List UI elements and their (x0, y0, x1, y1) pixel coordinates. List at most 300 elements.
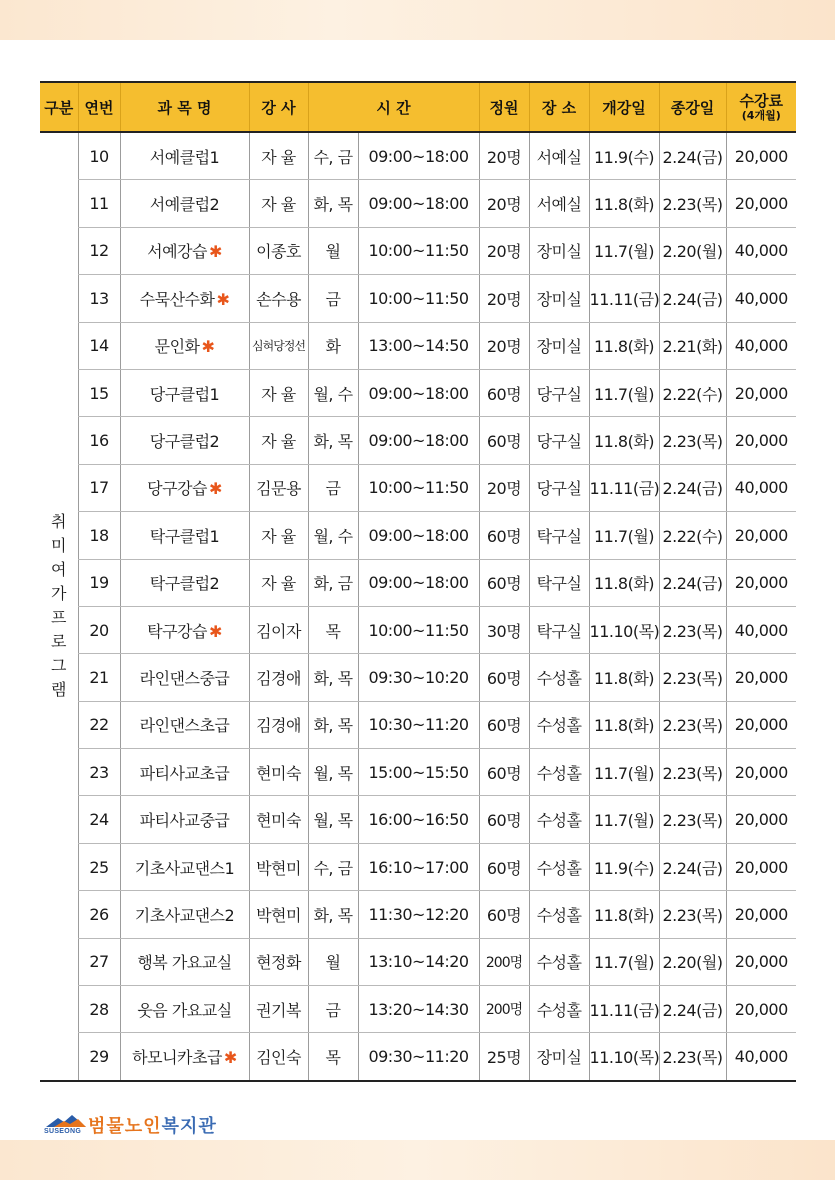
row-number: 20 (89, 620, 109, 640)
instructor-name: 김이자 (256, 621, 301, 641)
start-date-cell (589, 749, 659, 796)
capacity: 20명 (486, 242, 522, 262)
start-date: 11.8(화) (593, 574, 655, 594)
class-days: 월, 수 (313, 526, 353, 546)
start-date-cell (589, 227, 659, 274)
end-date-cell (659, 749, 726, 796)
end-date: 2.23(목) (662, 1048, 723, 1068)
class-days: 월, 목 (313, 811, 353, 831)
course-name: 행복 가요교실 (137, 953, 232, 973)
capacity-cell (479, 938, 529, 985)
instructor-name-cell (249, 891, 308, 938)
location-cell (529, 227, 589, 274)
tuition-fee-cell (726, 512, 796, 559)
instructor-name: 권기복 (256, 1000, 301, 1020)
end-date-cell (659, 132, 726, 180)
class-time: 09:00~18:00 (368, 383, 469, 403)
row-number: 23 (89, 762, 109, 782)
course-name: 기초사교댄스1 (134, 858, 235, 878)
capacity-cell (479, 322, 529, 369)
class-days: 화, 목 (313, 668, 353, 688)
asterisk-icon: ✱ (208, 479, 222, 499)
header-capacity: 정원 (479, 82, 529, 132)
class-time: 11:30~12:20 (368, 904, 469, 924)
end-date: 2.24(금) (662, 147, 723, 167)
class-days: 화, 목 (313, 195, 353, 215)
tuition-fee-cell (726, 701, 796, 748)
table-row (40, 275, 796, 322)
end-date-cell (659, 938, 726, 985)
instructor-name-cell (249, 1033, 308, 1081)
capacity: 60명 (486, 574, 522, 594)
instructor-name-cell (249, 322, 308, 369)
start-date: 11.7(월) (593, 763, 655, 783)
tuition-fee: 20,000 (734, 667, 788, 687)
tuition-fee: 20,000 (734, 431, 788, 451)
class-days-cell (308, 843, 358, 890)
class-time: 09:00~18:00 (368, 146, 469, 166)
end-date-cell (659, 559, 726, 606)
header-fee-label: 수강료 (739, 92, 783, 110)
logo-korean-part2: 복지관 (161, 1116, 217, 1137)
row-number: 16 (89, 431, 109, 451)
course-name: 당구클럽1 (149, 384, 220, 404)
row-number-cell (78, 464, 120, 511)
start-date-cell (589, 1033, 659, 1081)
location-cell (529, 749, 589, 796)
tuition-fee: 20,000 (734, 525, 788, 545)
tuition-fee: 20,000 (734, 573, 788, 593)
tuition-fee: 20,000 (734, 952, 788, 972)
instructor-name-cell (249, 843, 308, 890)
header-end-date: 종강일 (659, 82, 726, 132)
row-number-cell (78, 512, 120, 559)
location-cell (529, 843, 589, 890)
tuition-fee: 20,000 (734, 146, 788, 166)
row-number: 27 (89, 952, 109, 972)
row-number-cell (78, 938, 120, 985)
start-date: 11.8(화) (593, 432, 655, 452)
class-days-cell (308, 1033, 358, 1081)
instructor-name-cell (249, 606, 308, 653)
table-row (40, 749, 796, 796)
end-date: 2.23(목) (662, 432, 723, 452)
instructor-name: 자 율 (261, 384, 296, 404)
capacity-cell (479, 512, 529, 559)
class-time: 09:00~18:00 (368, 573, 469, 593)
capacity: 20명 (486, 479, 522, 499)
location-cell (529, 322, 589, 369)
end-date-cell (659, 843, 726, 890)
header-fee-period: (4개월) (741, 109, 781, 122)
instructor-name-cell (249, 132, 308, 180)
asterisk-icon: ✱ (208, 242, 222, 262)
instructor-name-cell (249, 986, 308, 1033)
header-instructor: 강 사 (249, 82, 308, 132)
class-time-cell (358, 749, 479, 796)
class-days-cell (308, 275, 358, 322)
logo-mark-icon (44, 1113, 88, 1137)
table-row (40, 843, 796, 890)
row-number: 24 (89, 810, 109, 830)
instructor-name-cell (249, 938, 308, 985)
course-name: 하모니카초급 (132, 1048, 222, 1068)
start-date-cell (589, 843, 659, 890)
tuition-fee-cell (726, 891, 796, 938)
start-date: 11.7(월) (593, 242, 655, 262)
header-start-date: 개강일 (589, 82, 659, 132)
capacity: 30명 (486, 621, 522, 641)
instructor-name-cell (249, 749, 308, 796)
end-date-cell (659, 986, 726, 1033)
instructor-name: 박현미 (256, 905, 301, 925)
tuition-fee-cell (726, 1033, 796, 1081)
start-date-cell (589, 559, 659, 606)
start-date-cell (589, 417, 659, 464)
class-time-cell (358, 180, 479, 227)
instructor-name-cell (249, 227, 308, 274)
capacity: 60명 (486, 432, 522, 452)
end-date: 2.23(목) (662, 621, 723, 641)
location-cell (529, 986, 589, 1033)
tuition-fee-cell (726, 180, 796, 227)
location: 당구실 (536, 479, 582, 499)
class-days-cell (308, 559, 358, 606)
tuition-fee-cell (726, 986, 796, 1033)
row-number: 15 (89, 383, 109, 403)
class-time-cell (358, 606, 479, 653)
start-date-cell (589, 132, 659, 180)
capacity: 60명 (486, 858, 522, 878)
class-days-cell (308, 227, 358, 274)
row-number: 14 (89, 336, 109, 356)
class-days: 화 (325, 337, 341, 357)
row-number-cell (78, 749, 120, 796)
table-row (40, 322, 796, 369)
bottom-decorative-band (0, 1140, 835, 1180)
capacity: 25명 (486, 1048, 522, 1068)
class-time-cell (358, 986, 479, 1033)
start-date-cell (589, 322, 659, 369)
class-time: 09:00~18:00 (368, 194, 469, 214)
row-number-cell (78, 606, 120, 653)
end-date-cell (659, 227, 726, 274)
class-days: 금 (325, 479, 341, 499)
row-number-cell (78, 417, 120, 464)
class-days-cell (308, 749, 358, 796)
instructor-name-cell (249, 512, 308, 559)
location: 수성홀 (536, 811, 582, 831)
table-row (40, 512, 796, 559)
course-name-cell (120, 180, 249, 227)
capacity-cell (479, 132, 529, 180)
capacity-cell (479, 701, 529, 748)
instructor-name: 자 율 (261, 526, 296, 546)
capacity-cell (479, 843, 529, 890)
header-time: 시 간 (308, 82, 479, 132)
row-number-cell (78, 986, 120, 1033)
start-date: 11.8(화) (593, 337, 655, 357)
category-cell (40, 132, 78, 1081)
tuition-fee: 40,000 (734, 1047, 788, 1067)
capacity: 60명 (486, 716, 522, 736)
class-time: 10:00~11:50 (368, 288, 469, 308)
course-name-cell (120, 701, 249, 748)
start-date: 11.8(화) (593, 716, 655, 736)
course-name-cell (120, 938, 249, 985)
end-date-cell (659, 796, 726, 843)
start-date: 11.7(월) (593, 526, 655, 546)
tuition-fee: 40,000 (734, 620, 788, 640)
class-time: 09:30~10:20 (368, 667, 469, 687)
end-date: 2.23(목) (662, 716, 723, 736)
class-days: 금 (325, 289, 341, 309)
instructor-name: 심혀당정선 (252, 339, 305, 354)
start-date: 11.8(화) (593, 668, 655, 688)
course-name: 파티사교초급 (139, 763, 230, 783)
class-days-cell (308, 180, 358, 227)
location: 수성홀 (536, 905, 582, 925)
instructor-name: 김인숙 (256, 1048, 301, 1068)
course-name: 서예강습 (147, 242, 207, 262)
course-name-cell (120, 891, 249, 938)
class-time: 13:00~14:50 (368, 336, 469, 356)
capacity: 60명 (486, 763, 522, 783)
capacity: 20명 (486, 337, 522, 357)
location: 수성홀 (536, 668, 582, 688)
location-cell (529, 512, 589, 559)
category-label: 취미여가 프로그램 (51, 512, 67, 700)
end-date: 2.20(월) (662, 953, 723, 973)
capacity-cell (479, 464, 529, 511)
organization-logo (44, 1112, 217, 1138)
course-name: 당구강습 (147, 479, 207, 499)
location-cell (529, 796, 589, 843)
tuition-fee: 20,000 (734, 904, 788, 924)
class-time-cell (358, 654, 479, 701)
class-time: 10:30~11:20 (368, 715, 469, 735)
course-name-cell (120, 654, 249, 701)
course-name: 라인댄스중급 (139, 668, 230, 688)
class-time-cell (358, 464, 479, 511)
class-time-cell (358, 322, 479, 369)
tuition-fee-cell (726, 749, 796, 796)
capacity-cell (479, 559, 529, 606)
row-number-cell (78, 701, 120, 748)
row-number: 17 (89, 478, 109, 498)
course-name-cell (120, 796, 249, 843)
start-date: 11.11(금) (589, 1000, 660, 1020)
tuition-fee: 20,000 (734, 383, 788, 403)
class-time-cell (358, 1033, 479, 1081)
instructor-name-cell (249, 464, 308, 511)
class-time-cell (358, 843, 479, 890)
tuition-fee-cell (726, 654, 796, 701)
class-days-cell (308, 417, 358, 464)
tuition-fee: 20,000 (734, 857, 788, 877)
end-date: 2.24(금) (662, 1000, 723, 1020)
class-time-cell (358, 701, 479, 748)
asterisk-icon: ✱ (223, 1048, 237, 1068)
course-name-cell (120, 132, 249, 180)
location: 수성홀 (536, 953, 582, 973)
class-days-cell (308, 796, 358, 843)
row-number-cell (78, 227, 120, 274)
class-days: 화, 목 (313, 905, 353, 925)
class-time: 10:00~11:50 (368, 620, 469, 640)
start-date-cell (589, 606, 659, 653)
capacity-cell (479, 986, 529, 1033)
course-name: 서예클럽1 (149, 147, 220, 167)
course-name: 파티사교중급 (139, 811, 230, 831)
tuition-fee-cell (726, 796, 796, 843)
tuition-fee: 20,000 (734, 715, 788, 735)
header-place: 장 소 (529, 82, 589, 132)
capacity: 60명 (486, 811, 522, 831)
tuition-fee: 20,000 (734, 999, 788, 1019)
end-date: 2.22(수) (662, 526, 723, 546)
end-date-cell (659, 606, 726, 653)
row-number-cell (78, 843, 120, 890)
tuition-fee-cell (726, 369, 796, 416)
table-row (40, 417, 796, 464)
capacity-cell (479, 275, 529, 322)
end-date-cell (659, 180, 726, 227)
start-date-cell (589, 275, 659, 322)
start-date-cell (589, 512, 659, 559)
class-days: 월, 목 (313, 763, 353, 783)
instructor-name: 자 율 (261, 195, 296, 215)
tuition-fee-cell (726, 227, 796, 274)
start-date: 11.7(월) (593, 384, 655, 404)
location: 수성홀 (536, 716, 582, 736)
table-row (40, 891, 796, 938)
capacity-cell (479, 1033, 529, 1081)
row-number: 22 (89, 715, 109, 735)
row-number: 26 (89, 904, 109, 924)
start-date: 11.8(화) (593, 195, 655, 215)
location: 탁구실 (536, 574, 582, 594)
row-number-cell (78, 369, 120, 416)
table-row (40, 369, 796, 416)
location: 수성홀 (536, 858, 582, 878)
row-number: 21 (89, 667, 109, 687)
row-number: 11 (89, 194, 109, 214)
table-row (40, 227, 796, 274)
location: 서예실 (536, 195, 582, 215)
end-date: 2.22(수) (662, 384, 723, 404)
instructor-name: 박현미 (256, 858, 301, 878)
course-name: 기초사교댄스2 (134, 905, 235, 925)
location-cell (529, 464, 589, 511)
course-name-cell (120, 369, 249, 416)
capacity-cell (479, 749, 529, 796)
tuition-fee: 40,000 (734, 478, 788, 498)
location: 수성홀 (536, 1000, 582, 1020)
start-date: 11.7(월) (593, 953, 655, 973)
class-days: 월 (325, 953, 341, 973)
start-date: 11.9(수) (593, 858, 655, 878)
instructor-name: 이종호 (256, 242, 301, 262)
row-number: 13 (89, 288, 109, 308)
capacity: 60명 (486, 526, 522, 546)
course-name: 서예클럽2 (149, 195, 220, 215)
end-date-cell (659, 701, 726, 748)
class-days: 금 (325, 1000, 341, 1020)
header-course: 과 목 명 (120, 82, 249, 132)
class-time-cell (358, 227, 479, 274)
location: 탁구실 (536, 621, 582, 641)
instructor-name-cell (249, 369, 308, 416)
class-time: 10:00~11:50 (368, 478, 469, 498)
capacity: 200명 (485, 954, 523, 971)
end-date: 2.23(목) (662, 195, 723, 215)
instructor-name: 자 율 (261, 574, 296, 594)
instructor-name: 현미숙 (256, 763, 301, 783)
capacity: 60명 (486, 384, 522, 404)
table-row (40, 180, 796, 227)
class-days-cell (308, 654, 358, 701)
capacity: 200명 (485, 1002, 523, 1019)
end-date: 2.24(금) (662, 289, 723, 309)
location-cell (529, 369, 589, 416)
end-date: 2.21(화) (662, 337, 723, 357)
class-time-cell (358, 132, 479, 180)
class-days: 월, 수 (313, 384, 353, 404)
instructor-name: 현정화 (256, 953, 301, 973)
header-no: 연번 (78, 82, 120, 132)
end-date: 2.24(금) (662, 858, 723, 878)
row-number-cell (78, 891, 120, 938)
class-days: 수, 금 (313, 858, 353, 878)
location-cell (529, 132, 589, 180)
program-schedule-table (40, 81, 796, 1082)
header-fee (726, 82, 796, 132)
class-time: 09:00~18:00 (368, 431, 469, 451)
start-date: 11.8(화) (593, 905, 655, 925)
course-name: 수묵산수화 (139, 289, 215, 309)
asterisk-icon: ✱ (216, 289, 230, 309)
class-time-cell (358, 369, 479, 416)
course-name-cell (120, 749, 249, 796)
location: 서예실 (536, 147, 582, 167)
capacity-cell (479, 654, 529, 701)
class-time: 16:00~16:50 (368, 810, 469, 830)
tuition-fee: 40,000 (734, 336, 788, 356)
tuition-fee: 40,000 (734, 241, 788, 261)
row-number-cell (78, 796, 120, 843)
instructor-name: 김경애 (256, 716, 301, 736)
end-date-cell (659, 417, 726, 464)
table-row (40, 938, 796, 985)
class-days: 목 (325, 621, 341, 641)
course-name-cell (120, 559, 249, 606)
class-time-cell (358, 559, 479, 606)
course-name-cell (120, 843, 249, 890)
start-date: 11.11(금) (589, 289, 660, 309)
row-number-cell (78, 322, 120, 369)
end-date: 2.24(금) (662, 574, 723, 594)
location: 장미실 (536, 337, 582, 357)
instructor-name-cell (249, 654, 308, 701)
end-date: 2.24(금) (662, 479, 723, 499)
location: 당구실 (536, 384, 582, 404)
logo-korean-text (88, 1112, 217, 1138)
course-name: 탁구강습 (147, 621, 207, 641)
table-row (40, 559, 796, 606)
tuition-fee: 20,000 (734, 194, 788, 214)
end-date-cell (659, 654, 726, 701)
